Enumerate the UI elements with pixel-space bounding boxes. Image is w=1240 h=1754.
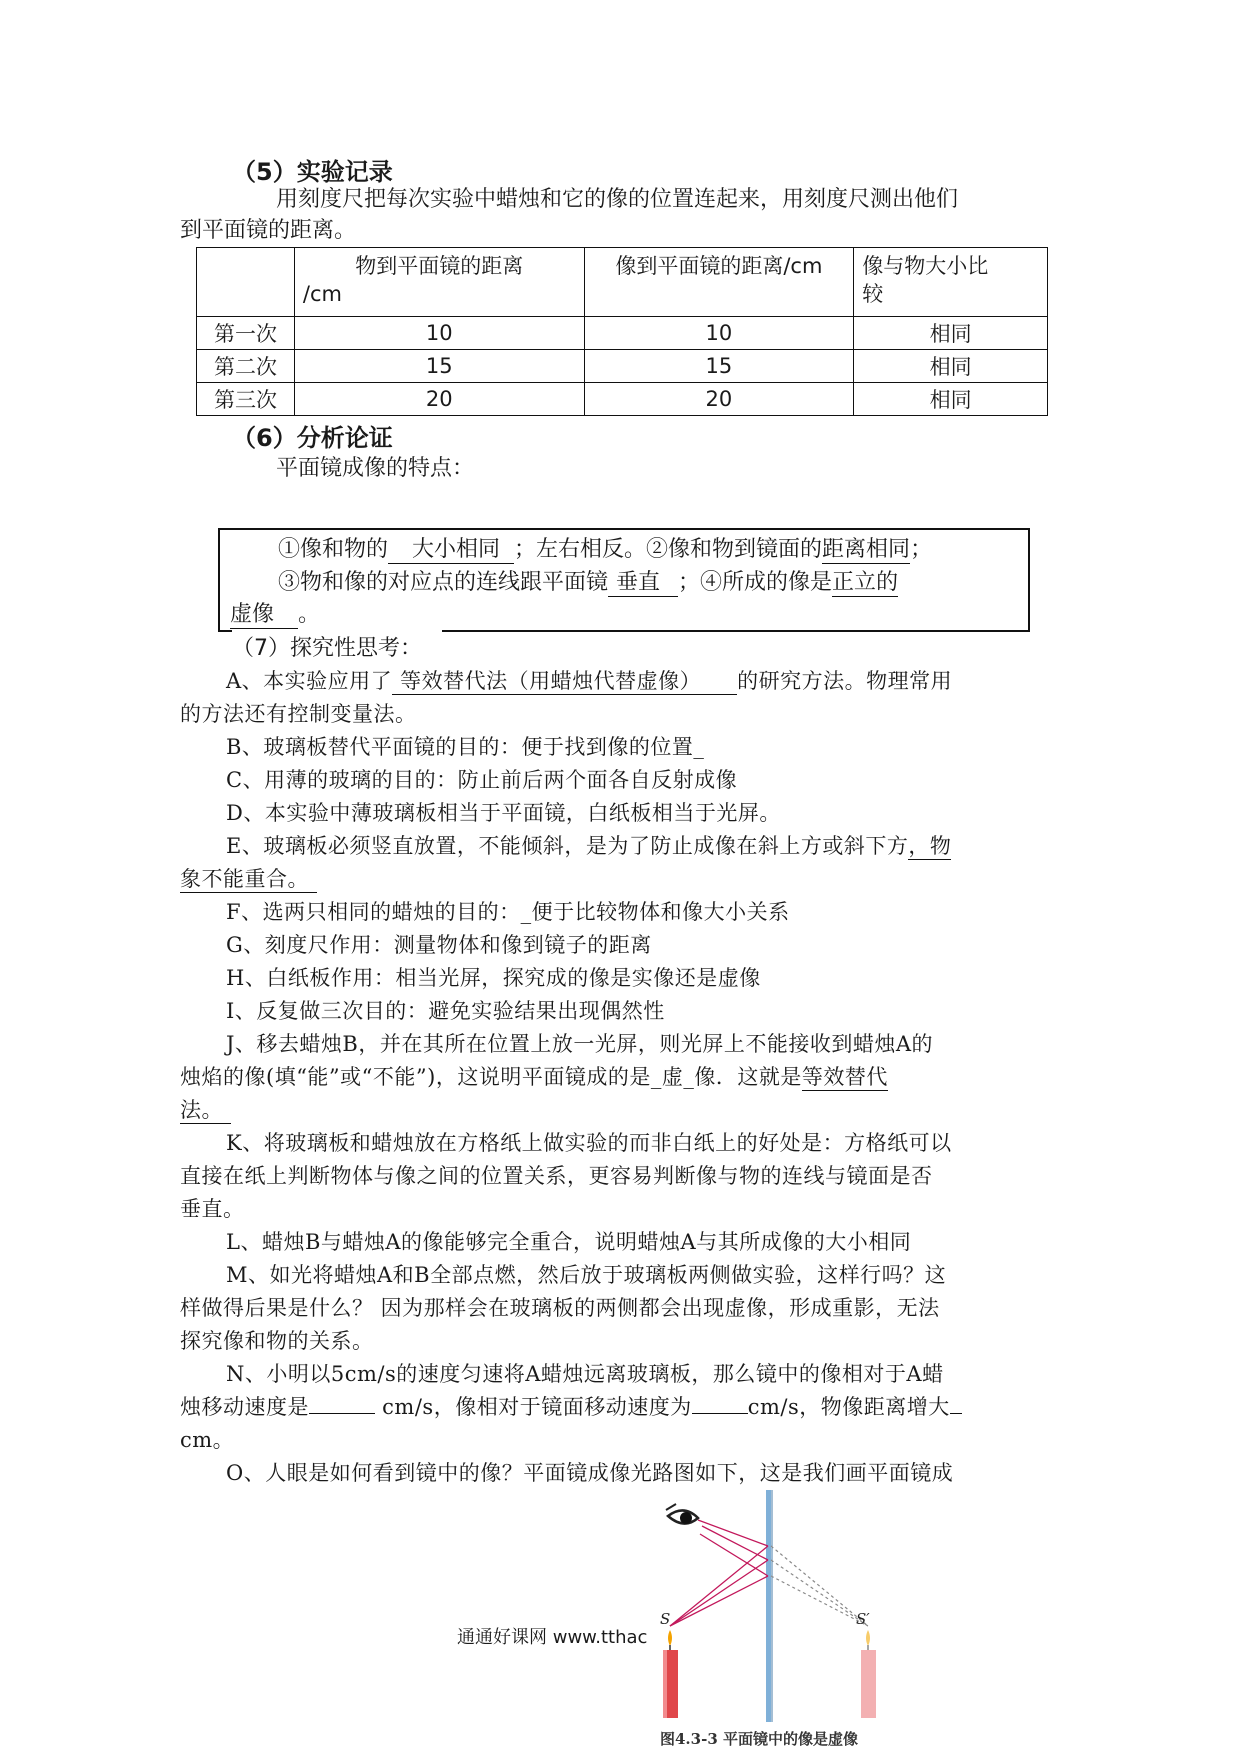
section5-heading: （5）实验记录 [232, 158, 393, 186]
answer-method: 等效替代法（用蜡烛代替虚像） [392, 668, 737, 695]
item-n-line1: N、小明以5cm/s的速度匀速将A蜡烛远离玻璃板，那么镜中的像相对于A蜡 [226, 1362, 944, 1386]
header-image-text: 像到平面镜的距离/cm [615, 254, 823, 278]
feature-text: 。 [298, 602, 321, 627]
section5-intro-line1: 用刻度尺把每次实验中蜡烛和它的像的位置连起来，用刻度尺测出他们 [276, 187, 959, 212]
item-m-line3: 探究像和物的关系。 [180, 1329, 374, 1353]
answer-upright: 正立 [832, 570, 877, 595]
row-compare-value: 相同 [854, 317, 1048, 350]
item-text: 烛焰的像(填“能”或“不能”)，这说明平面镜成的是_虚_像．这就是 [180, 1065, 802, 1089]
item-h: H、白纸板作用：相当光屏，探究成的像是实像还是虚像 [226, 966, 761, 990]
item-j-line3 [180, 1094, 231, 1127]
item-l: L、蜡烛B与蜡烛A的像能够完全重合，说明蜡烛A与其所成像的大小相同 [226, 1230, 912, 1254]
virtual-ray-extensions [771, 1546, 868, 1626]
table-row [197, 350, 1048, 383]
item-j-line1: J、移去蜡烛B，并在其所在位置上放一光屏，则光屏上不能接收到蜡烛A的 [226, 1032, 934, 1056]
item-text-underlined: 象不能重合。 [180, 866, 317, 893]
table-row [197, 317, 1048, 350]
header-compare-line2: 较 [862, 282, 884, 306]
answer-size-same: 大小相同 [388, 537, 514, 564]
feature-text: ；左右相反。②像和物到镜面的 [514, 537, 823, 562]
figure-caption: 图4.3-3 平面镜中的像是虚像 [660, 1730, 858, 1748]
header-object-distance [294, 248, 584, 317]
item-text: 烛移动速度是 [180, 1395, 309, 1419]
item-text: cm/s，物像距离增大 [747, 1395, 950, 1419]
item-o: O、人眼是如何看到镜中的像？平面镜成像光路图如下，这是我们画平面镜成 [226, 1461, 954, 1485]
header-object-line1: 物到平面镜的距离 [355, 254, 524, 278]
virtual-candle [861, 1630, 876, 1718]
light-rays [670, 1520, 768, 1626]
feature-text: 的 [876, 570, 899, 595]
item-n-line3: cm。 [180, 1428, 235, 1452]
item-g: G、刻度尺作用：测量物体和像到镜子的距离 [226, 933, 652, 957]
item-text-underlined: ，物 [908, 834, 952, 858]
item-text: 的研究方法。物理常用 [737, 669, 953, 693]
answer-perpendicular: 垂直 [608, 570, 678, 597]
item-i: I、反复做三次目的：避免实验结果出现偶然性 [226, 999, 665, 1023]
section6-heading: （6）分析论证 [232, 424, 393, 452]
eye-icon [666, 1504, 698, 1524]
header-size-compare [854, 248, 1048, 317]
record-table [196, 247, 1048, 416]
item-j-line2 [180, 1061, 888, 1094]
item-c: C、用薄的玻璃的目的：防止前后两个面各自反射成像 [226, 768, 738, 792]
blank-speed-2 [692, 1413, 748, 1414]
feature-text: ③物和像的对应点的连线跟平面镜 [278, 570, 609, 595]
answer-distance-same: 距离相同 [822, 537, 911, 562]
item-k-line1: K、将玻璃板和蜡烛放在方格纸上做实验的而非白纸上的好处是：方格纸可以 [226, 1131, 952, 1155]
feature-line1 [278, 533, 932, 566]
label-s: S [660, 1610, 671, 1628]
row-image-value: 20 [584, 383, 854, 416]
row-label: 第二次 [197, 350, 295, 383]
feature-line3 [230, 598, 320, 631]
feature-text: ； [910, 537, 933, 562]
row-compare-value: 相同 [854, 383, 1048, 416]
plane-mirror-ray-diagram [640, 1490, 900, 1722]
row-compare-value: 相同 [854, 350, 1048, 383]
header-compare-line1: 像与物大小比 [862, 254, 989, 278]
header-image-distance [584, 248, 854, 317]
item-k-line2: 直接在纸上判断物体与像之间的位置关系，更容易判断像与物的连线与镜面是否 [180, 1164, 933, 1188]
item-a-line2: 的方法还有控制变量法。 [180, 702, 417, 726]
item-d: D、本实验中薄玻璃板相当于平面镜，白纸板相当于光屏。 [226, 801, 781, 825]
blank-distance [950, 1413, 962, 1414]
feature-text: ；④所成的像是 [678, 570, 833, 595]
row-object-value: 10 [294, 317, 584, 350]
item-text: A、本实验应用了 [226, 669, 393, 693]
item-m-line2: 样做得后果是什么？ 因为那样会在玻璃板的两侧都会出现虚像，形成重影，无法 [180, 1296, 940, 1320]
feature-text: ①像和物的 [278, 537, 389, 562]
table-corner-cell [197, 248, 295, 317]
section5-intro-line2: 到平面镜的距离。 [180, 218, 357, 243]
item-a-line1 [226, 665, 952, 698]
item-e-line1 [226, 830, 951, 863]
row-label: 第三次 [197, 383, 295, 416]
item-text-underlined: 法。 [180, 1097, 231, 1124]
section6-intro: 平面镜成像的特点： [276, 456, 475, 481]
real-candle [663, 1630, 678, 1718]
section7-heading: （7）探究性思考： [232, 636, 422, 661]
item-text: E、玻璃板必须竖直放置，不能倾斜，是为了防止成像在斜上方或斜下方 [226, 834, 909, 858]
item-f: F、选两只相同的蜡烛的目的：_便于比较物体和像大小关系 [226, 900, 790, 924]
feature-line2 [278, 566, 898, 599]
watermark: 通通好课网 www.tthac [457, 1627, 648, 1648]
header-object-line2: /cm [302, 282, 342, 306]
mirror [766, 1490, 771, 1722]
row-image-value: 15 [584, 350, 854, 383]
row-object-value: 20 [294, 383, 584, 416]
row-object-value: 15 [294, 350, 584, 383]
blank-speed-1 [309, 1413, 375, 1414]
label-s-prime: S′ [856, 1610, 870, 1628]
table-row [197, 383, 1048, 416]
answer-virtual-image: 虚像 [230, 602, 298, 629]
item-m-line1: M、如光将蜡烛A和B全部点燃，然后放于玻璃板两侧做实验，这样行吗？这 [226, 1263, 947, 1287]
item-n-line2 [180, 1391, 962, 1424]
item-b: B、玻璃板替代平面镜的目的：便于找到像的位置_ [226, 735, 705, 759]
item-text: cm/s，像相对于镜面移动速度为 [375, 1395, 692, 1419]
item-text-underlined: 等效替代 [801, 1065, 888, 1089]
row-image-value: 10 [584, 317, 854, 350]
item-k-line3: 垂直。 [180, 1197, 245, 1221]
item-e-line2 [180, 863, 317, 896]
table-header-row [197, 248, 1048, 317]
row-label: 第一次 [197, 317, 295, 350]
